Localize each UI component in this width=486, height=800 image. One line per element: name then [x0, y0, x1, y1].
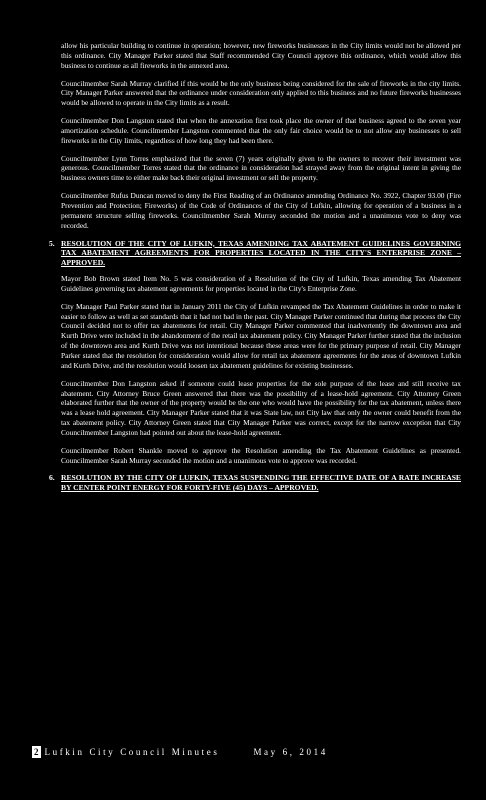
paragraph: Councilmember Lynn Torres emphasized that the seven (7) years originally given to the owners to recover their investment was generous. Councilmember Torres stated that the ordinance in consideration had strayed away from the original intent in giving the business owners time to either make back their original investment or sell the property.	[61, 153, 461, 183]
page-footer	[32, 745, 328, 759]
paragraph: Councilmember Rufus Duncan moved to deny the First Reading of an Ordinance amending Ordinance No. 3922, Chapter 93.00 (Fire Prevention and Protection; Fireworks) of the Code of Ordinances of the City of Lufkin, allowing for operation of a business in a permanent structure selling fireworks. Councilmember Sarah Murray seconded the motion and a unanimous vote to deny was recorded.	[61, 191, 461, 230]
minutes-body	[49, 41, 461, 499]
item-title: RESOLUTION BY THE CITY OF LUFKIN, TEXAS SUSPENDING THE EFFECTIVE DATE OF A RATE INCREASE BY CENTER POINT ENERGY FOR FORTY-FIVE (45) DAYS – APPROVED.	[61, 473, 461, 493]
paragraph: City Manager Paul Parker stated that in January 2011 the City of Lufkin revamped the Tax Abatement Guidelines in order to make it easier to follow as well as set standards that it had not had in the past. City Manager Parker continued that during that process the City Council decided not to offer tax abatements for retail. City Manager Parker commented that inadvertently the downtown area and Kurth Drive were included in the abandonment of the retail tax abatement policy. City Manager Parker further stated that the inclusion of the downtown area and Kurth Drive was not intentional because these areas were for the primary purpose of retail. City Manager Parker stated that the resolution for consideration would allow for retail tax abatement agreements for the areas of downtown Lufkin and Kurth Drive, and the resolution would loosen tax abatement guidelines for existing businesses.	[61, 301, 461, 370]
item-number: 5.	[49, 238, 55, 248]
paragraph: Councilmember Sarah Murray clarified if this would be the only business being considered for the sale of fireworks in the city limits. City Manager Parker answered that the ordinance under consideration only applied to this business and no future fireworks businesses would be allowed to operate in the City limits as a result.	[61, 78, 461, 108]
paragraph: allow his particular building to continue in operation; however, new fireworks businesses in the City limits would not be allowed per this ordinance. City Manager Parker stated that Staff recommended City Council approve this ordinance, which would allow this business to continue as all fireworks in the annexed area.	[61, 41, 461, 70]
footer-date: May 6, 2014	[253, 747, 328, 757]
paragraph: Councilmember Don Langston asked if someone could lease properties for the sole purpose of the lease and still receive tax abatement. City Attorney Bruce Green answered that there was the possibility of a lease-hold agreement. City Attorney Green elaborated further that the owner of the property would be the one who would have the possibility for the tax abatement, unless there was a lease hold agreement. City Manager Parker stated that it was State law, not City law that only the owner could benefit from the tax abatement policy. City Attorney Green stated that City Manager Parker was correct, except for the narrow exception that City Councilmember Langston had pointed out about the lease-hold agreement.	[61, 378, 461, 437]
agenda-item-5	[49, 238, 461, 269]
page-number: 2	[34, 747, 39, 757]
paragraph: Councilmember Don Langston stated that when the annexation first took place the owner of that business agreed to the seven year amortization schedule. Councilmember Langston commented that the only fair choice would be to not allow any businesses to sell fireworks in the City limits, regardless of how long they had been there.	[61, 116, 461, 145]
agenda-item-6	[49, 473, 461, 493]
item-number: 6.	[49, 473, 55, 483]
paragraph: Mayor Bob Brown stated Item No. 5 was consideration of a Resolution of the City of Lufkin, Texas amending Tax Abatement Guidelines governing tax abatement agreements for properties located in the City's Enterprise Zone.	[61, 274, 461, 293]
footer-title: Lufkin City Council Minutes	[44, 747, 220, 757]
paragraph: Councilmember Robert Shankle moved to approve the Resolution amending the Tax Abatement Guidelines as presented. Councilmember Sarah Murray seconded the motion and a unanimous vote to approve was recorded.	[61, 445, 461, 465]
item-title: RESOLUTION OF THE CITY OF LUFKIN, TEXAS AMENDING TAX ABATEMENT GUIDELINES GOVERNING TAX ABATEMENT AGREEMENTS FOR PROPERTIES LOCATED IN THE CITY'S ENTERPRISE ZONE – APPROVED.	[61, 238, 461, 268]
